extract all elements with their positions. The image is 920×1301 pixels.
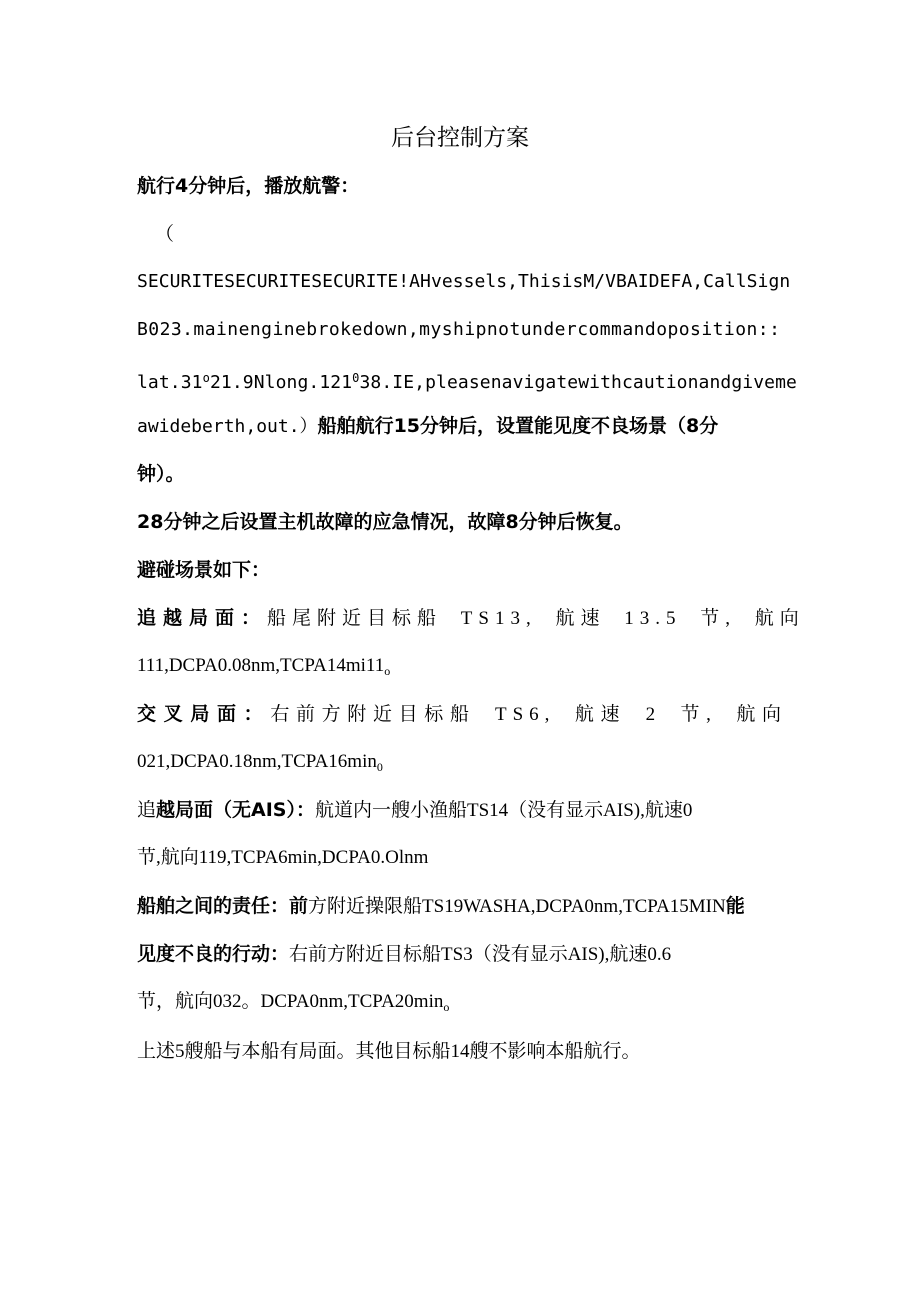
scenario-1-line-2 <box>137 651 390 686</box>
scenario-2-sub: 0 <box>376 760 383 774</box>
scenario-1-text: 船尾附近目标船 TS13, 航速 13.5 节, 航向 <box>267 608 805 629</box>
engine-failure-text: 28分钟之后设置主机故障的应急情况，故障8分钟后恢复。 <box>137 511 633 533</box>
scenario-1-sub: o <box>384 664 391 678</box>
scenario-4-line <box>137 891 745 922</box>
warning-line-4-plain: awideberth,out.） <box>137 416 318 437</box>
warning-line-2: B023.mainenginebrokedown,myshipnotundercommandoposition:: <box>137 319 781 340</box>
warning-line-3-rest: 38.IE,pleasenavigatewithcautionandgiveme <box>359 372 797 393</box>
warning-line-5: 钟）。 <box>137 463 185 485</box>
scenario-5-label-start: 能 <box>725 895 745 917</box>
summary-text: 上述5艘船与本船有局面。其他目标船14艘不影响本船航行。 <box>137 1041 641 1062</box>
scenario-1-label: 追越局面： <box>137 607 268 629</box>
scenario-2-label: 交叉局面： <box>137 703 271 725</box>
scenario-3-text: 航道内一艘小渔船TS14（没有显示AIS),航速0 <box>314 800 693 821</box>
scenario-2-line-2 <box>137 747 383 782</box>
lat-value: lat.31 <box>137 372 203 393</box>
warning-line-3 <box>137 363 797 398</box>
scenario-5-label: 见度不良的行动： <box>137 943 290 965</box>
degree-mark-2: 0 <box>352 371 360 385</box>
document-title: 后台控制方案 <box>391 125 529 151</box>
scenario-3-label: 越局面（无AIS）： <box>156 799 315 821</box>
scenario-1-data: 111,DCPA0.08nm,TCPA14mi11 <box>137 655 385 676</box>
paren-open: （ <box>155 223 175 245</box>
warning-line-4 <box>137 411 718 442</box>
intro-heading: 航行4分钟后，播放航警： <box>137 175 360 197</box>
scenario-5-text: 右前方附近目标船TS3（没有显示AIS),航速0.6 <box>289 944 672 965</box>
scenario-4-text: 方附近操限船TS19WASHA,DCPA0nm,TCPA15MIN <box>308 896 726 917</box>
scenario-5-sub: o <box>443 1000 450 1014</box>
visibility-scenario-text: 船舶航行15分钟后，设置能见度不良场景（8分 <box>317 415 719 437</box>
scenario-1-line-1 <box>137 603 805 634</box>
scenario-5-data: 节，航向032。DCPA0nm,TCPA20min <box>137 991 444 1012</box>
scenario-5-line-1 <box>137 939 671 970</box>
scenario-3-label-plain: 追 <box>137 800 157 821</box>
scenario-4-label: 船舶之间的责任：前 <box>137 895 309 917</box>
scenario-2-line-1 <box>137 699 787 730</box>
scenarios-heading: 避碰场景如下： <box>137 559 271 581</box>
long-value: 21.9Nlong.121 <box>209 372 353 393</box>
scenario-5-line-2 <box>137 987 449 1022</box>
scenario-3-line-1 <box>137 795 692 826</box>
degree-mark-1: o <box>202 371 210 385</box>
scenario-2-text: 右前方附近目标船 TS6, 航速 2 节, 航向 <box>270 704 787 725</box>
scenario-3-line-2: 节,航向119,TCPA6min,DCPA0.Olnm <box>137 847 429 868</box>
scenario-2-data: 021,DCPA0.18nm,TCPA16min <box>137 751 377 772</box>
warning-line-1: SECURITESECURITESECURITE!AHvessels,ThisisM/VBAIDEFA,CallSign <box>137 271 791 292</box>
